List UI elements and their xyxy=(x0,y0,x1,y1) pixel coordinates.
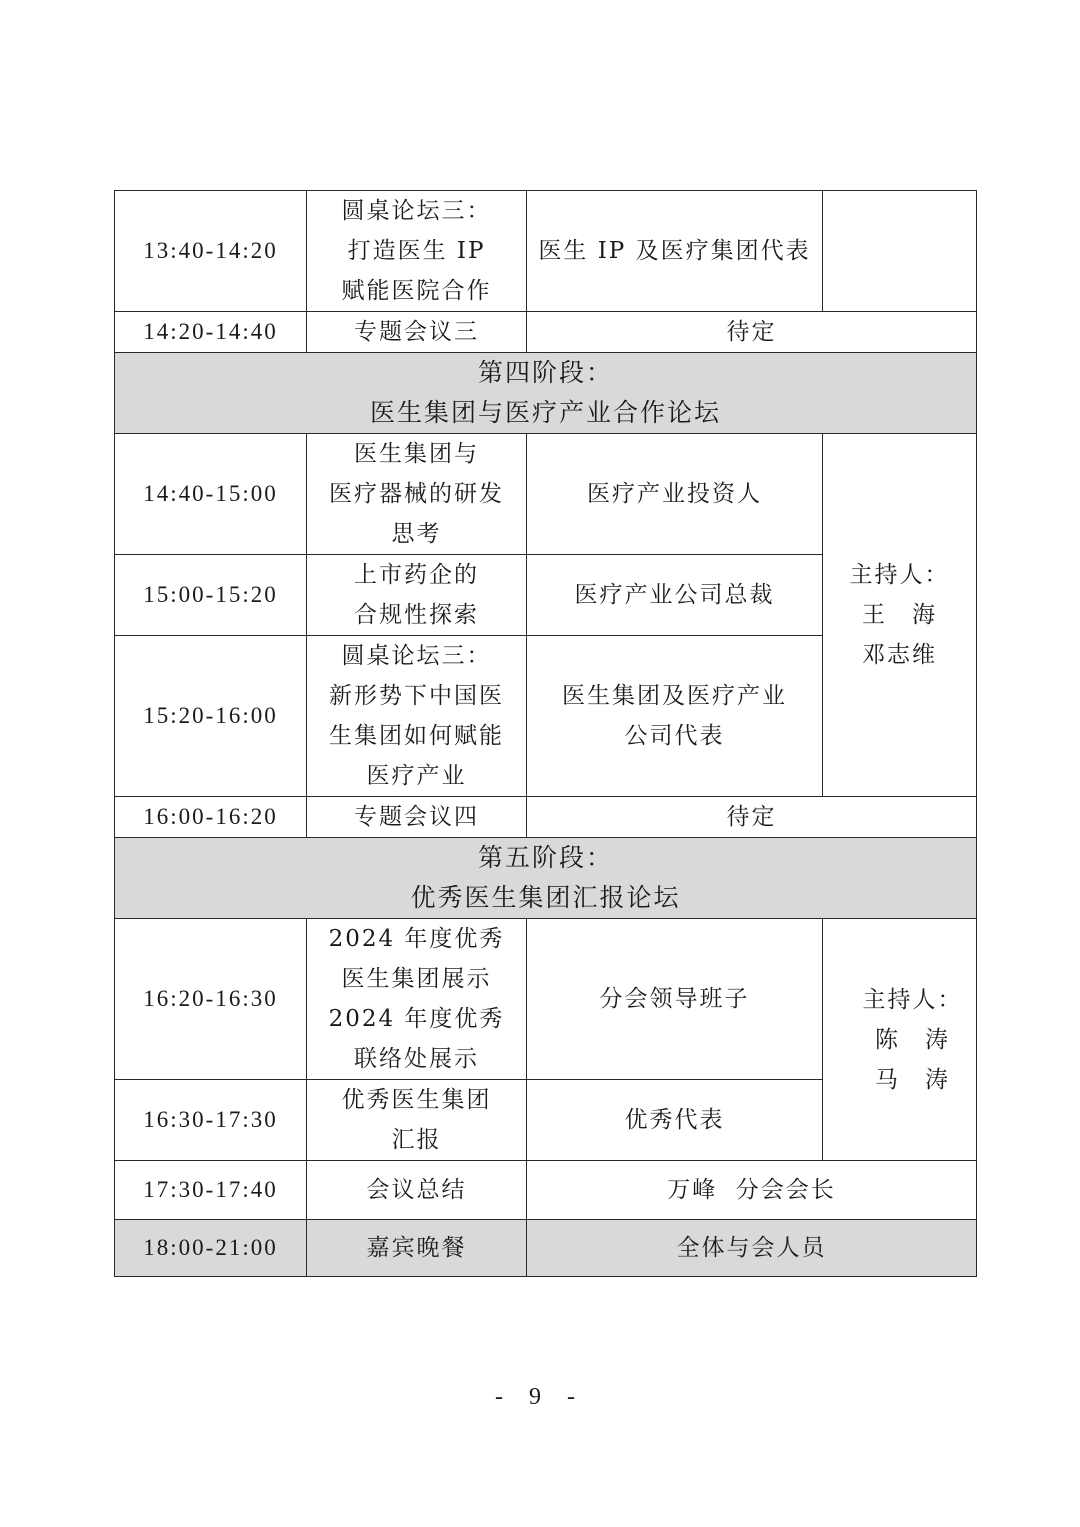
time-cell: 16:20-16:30 xyxy=(115,919,307,1080)
stage-header xyxy=(115,838,977,919)
stage-line: 医生集团与医疗产业合作论坛 xyxy=(369,398,721,427)
topic-line: 2024 年度优秀 xyxy=(328,1006,505,1032)
time-cell: 15:20-16:00 xyxy=(115,636,307,797)
table-row xyxy=(115,797,977,838)
time-cell: 14:20-14:40 xyxy=(115,312,307,353)
host-name: 陈 涛 xyxy=(875,1026,950,1053)
topic-line: 思考 xyxy=(391,521,442,547)
table-row xyxy=(115,191,977,312)
topic-cell xyxy=(307,434,527,555)
table-row xyxy=(115,1220,977,1277)
host-name: 邓志维 xyxy=(862,642,937,668)
speaker-cell: 医疗产业投资人 xyxy=(527,434,823,555)
speaker-cell: 待定 xyxy=(527,312,977,353)
topic-line: 生集团如何赋能 xyxy=(329,723,504,749)
time-cell: 14:40-15:00 xyxy=(115,434,307,555)
time-cell: 16:30-17:30 xyxy=(115,1080,307,1161)
table-row xyxy=(115,312,977,353)
host-cell xyxy=(823,191,977,312)
time-cell: 13:40-14:20 xyxy=(115,191,307,312)
topic-line: 医生集团展示 xyxy=(341,966,492,992)
time-cell: 17:30-17:40 xyxy=(115,1161,307,1220)
speaker-line: 公司代表 xyxy=(624,723,725,749)
topic-cell xyxy=(307,555,527,636)
time-cell: 15:00-15:20 xyxy=(115,555,307,636)
topic-line: 医生集团与 xyxy=(354,441,479,467)
topic-cell xyxy=(307,1080,527,1161)
time-cell: 18:00-21:00 xyxy=(115,1220,307,1277)
topic-line: 汇报 xyxy=(391,1127,442,1153)
speaker-cell: 待定 xyxy=(527,797,977,838)
host-name: 王 海 xyxy=(862,602,937,628)
table-row xyxy=(115,1161,977,1220)
topic-line: 2024 年度优秀 xyxy=(328,926,505,952)
table-row xyxy=(115,434,977,555)
host-cell xyxy=(823,919,977,1161)
time-cell: 16:00-16:20 xyxy=(115,797,307,838)
topic-line: 上市药企的 xyxy=(354,562,479,588)
speaker-cell: 万峰 分会会长 xyxy=(527,1161,977,1220)
host-label: 主持人： xyxy=(849,562,950,588)
stage-line: 第五阶段： xyxy=(477,843,613,872)
topic-cell xyxy=(307,636,527,797)
stage-line: 第四阶段： xyxy=(477,358,613,387)
topic-cell: 会议总结 xyxy=(307,1161,527,1220)
topic-line: 圆桌论坛三： xyxy=(341,198,492,224)
stage-title xyxy=(115,353,977,434)
topic-cell: 专题会议三 xyxy=(307,312,527,353)
stage-header xyxy=(115,353,977,434)
speaker-cell: 分会领导班子 xyxy=(527,919,823,1080)
topic-line: 打造医生 IP xyxy=(347,238,486,264)
topic-line: 合规性探索 xyxy=(354,602,479,628)
topic-cell: 专题会议四 xyxy=(307,797,527,838)
stage-title xyxy=(115,838,977,919)
topic-cell xyxy=(307,191,527,312)
speaker-cell xyxy=(527,636,823,797)
stage-line: 优秀医生集团汇报论坛 xyxy=(410,883,681,912)
table-row xyxy=(115,919,977,1080)
topic-line: 赋能医院合作 xyxy=(341,278,492,304)
topic-line: 新形势下中国医 xyxy=(329,683,504,709)
speaker-cell: 医疗产业公司总裁 xyxy=(527,555,823,636)
topic-line: 圆桌论坛三： xyxy=(341,643,492,669)
schedule-table xyxy=(114,190,977,1277)
topic-line: 优秀医生集团 xyxy=(341,1087,492,1113)
speaker-cell: 优秀代表 xyxy=(527,1080,823,1161)
host-cell xyxy=(823,434,977,797)
speaker-line: 医生集团及医疗产业 xyxy=(562,683,787,709)
topic-line: 医疗产业 xyxy=(366,763,467,789)
host-name: 马 涛 xyxy=(875,1066,950,1093)
topic-cell xyxy=(307,919,527,1080)
topic-line: 联络处展示 xyxy=(354,1046,479,1072)
topic-line: 医疗器械的研发 xyxy=(329,481,504,507)
speaker-cell: 全体与会人员 xyxy=(527,1220,977,1277)
page-number: - 9 - xyxy=(495,1384,585,1410)
topic-cell: 嘉宾晚餐 xyxy=(307,1220,527,1277)
speaker-cell: 医生 IP 及医疗集团代表 xyxy=(527,191,823,312)
host-label: 主持人： xyxy=(862,986,963,1013)
